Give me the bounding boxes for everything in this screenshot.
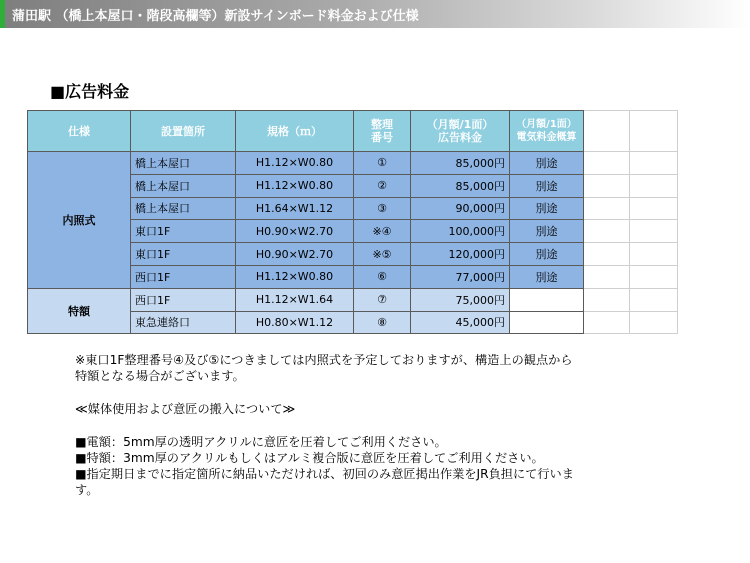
notes-section <box>75 352 705 498</box>
group-naisho: 内照式 <box>28 152 131 289</box>
cell-blank <box>584 311 630 334</box>
cell-ad-fee: 77,000円 <box>411 265 510 288</box>
cell-location: 東口1F <box>131 220 236 243</box>
cell-blank <box>584 152 630 175</box>
header-size: 規格（ｍ） <box>236 111 354 152</box>
cell-size: H1.12×W0.80 <box>236 152 354 175</box>
price-table <box>27 110 678 334</box>
cell-location: 西口1F <box>131 265 236 288</box>
header-number: 整理 番号 <box>354 111 411 152</box>
cell-number: ⑥ <box>354 265 411 288</box>
cell-electric-fee: 別途 <box>510 243 584 266</box>
cell-blank <box>584 174 630 197</box>
note-item: ■特額：3mm厚のアクリルもしくはアルミ複合版に意匠を圧着してご利用ください。 <box>75 451 544 465</box>
cell-blank <box>630 265 678 288</box>
note-text: ※東口1F整理番号④及び⑤につきましては内照式を予定しておりますが、構造上の観点から <box>75 353 573 367</box>
cell-number: ① <box>354 152 411 175</box>
cell-blank <box>584 197 630 220</box>
cell-blank <box>630 243 678 266</box>
cell-blank <box>630 220 678 243</box>
header-spec: 仕様 <box>28 111 131 152</box>
media-usage-title: ≪媒体使用および意匠の搬入について≫ <box>75 402 296 416</box>
header-ad-fee: （月額/1面） 広告料金 <box>411 111 510 152</box>
cell-blank <box>630 197 678 220</box>
table-header-row <box>28 111 678 152</box>
cell-blank <box>630 174 678 197</box>
header-blank-1 <box>584 111 630 152</box>
header-blank-2 <box>630 111 678 152</box>
cell-blank <box>630 311 678 334</box>
cell-number: ② <box>354 174 411 197</box>
cell-ad-fee: 85,000円 <box>411 152 510 175</box>
cell-number: ⑦ <box>354 288 411 311</box>
cell-location: 東急連絡口 <box>131 311 236 334</box>
cell-electric-fee: 別途 <box>510 152 584 175</box>
table-row <box>28 152 678 175</box>
cell-blank <box>630 152 678 175</box>
cell-ad-fee: 75,000円 <box>411 288 510 311</box>
cell-blank <box>584 220 630 243</box>
cell-ad-fee: 45,000円 <box>411 311 510 334</box>
cell-blank <box>584 288 630 311</box>
cell-ad-fee: 85,000円 <box>411 174 510 197</box>
cell-size: H1.12×W0.80 <box>236 174 354 197</box>
cell-electric-fee: 別途 <box>510 197 584 220</box>
note-item: す。 <box>75 483 99 497</box>
cell-electric-fee: 別途 <box>510 265 584 288</box>
cell-number: ⑧ <box>354 311 411 334</box>
cell-number: ③ <box>354 197 411 220</box>
cell-electric-fee <box>510 288 584 311</box>
cell-location: 東口1F <box>131 243 236 266</box>
cell-electric-fee: 別途 <box>510 174 584 197</box>
note-text: 特額となる場合がございます。 <box>75 369 245 383</box>
cell-number: ※④ <box>354 220 411 243</box>
cell-location: 橋上本屋口 <box>131 197 236 220</box>
page-header <box>0 0 750 28</box>
cell-size: H0.90×W2.70 <box>236 243 354 266</box>
note-item: ■電額：5mm厚の透明アクリルに意匠を圧着してご利用ください。 <box>75 435 447 449</box>
cell-size: H0.90×W2.70 <box>236 220 354 243</box>
cell-blank <box>584 243 630 266</box>
cell-location: 橋上本屋口 <box>131 174 236 197</box>
cell-ad-fee: 120,000円 <box>411 243 510 266</box>
table-row <box>28 288 678 311</box>
cell-ad-fee: 90,000円 <box>411 197 510 220</box>
cell-electric-fee: 別途 <box>510 220 584 243</box>
cell-size: H1.12×W0.80 <box>236 265 354 288</box>
page-title: 蒲田駅 （橋上本屋口・階段高欄等）新設サインボード料金および仕様 <box>12 9 419 24</box>
cell-number: ※⑤ <box>354 243 411 266</box>
header-electric-fee: （月額/1面） 電気料金概算 <box>510 111 584 152</box>
cell-size: H0.80×W1.12 <box>236 311 354 334</box>
cell-size: H1.64×W1.12 <box>236 197 354 220</box>
group-tokugaku: 特額 <box>28 288 131 334</box>
cell-electric-fee <box>510 311 584 334</box>
cell-blank <box>630 288 678 311</box>
cell-size: H1.12×W1.64 <box>236 288 354 311</box>
cell-location: 橋上本屋口 <box>131 152 236 175</box>
cell-location: 西口1F <box>131 288 236 311</box>
header-location: 設置箇所 <box>131 111 236 152</box>
header-accent-bar <box>0 0 5 28</box>
cell-blank <box>584 265 630 288</box>
cell-ad-fee: 100,000円 <box>411 220 510 243</box>
section-title: ■広告料金 <box>50 82 130 101</box>
note-item: ■指定期日までに指定箇所に納品いただければ、初回のみ意匠掲出作業をJR負担にて行いま <box>75 467 574 481</box>
